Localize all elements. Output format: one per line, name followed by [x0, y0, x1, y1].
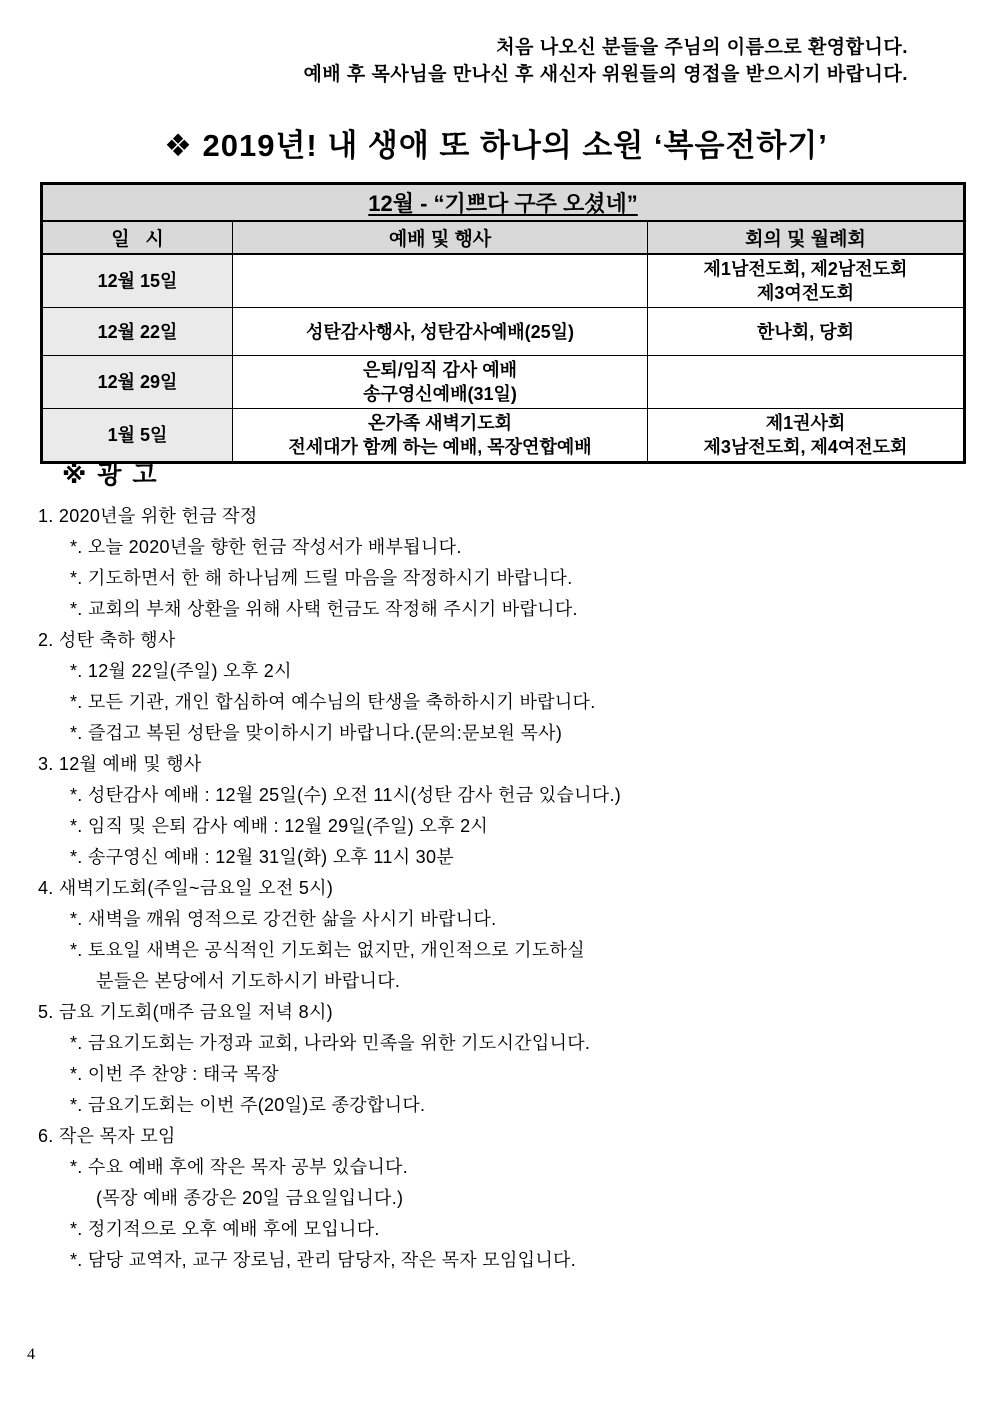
cell-worship [233, 356, 648, 409]
table-row [42, 356, 965, 409]
announcement-bullet: *. 기도하면서 한 해 하나님께 드릴 마음을 작정하시기 바랍니다. [70, 568, 573, 588]
cell-line: 한나회, 당회 [757, 321, 854, 342]
cell-date: 12월 29일 [42, 356, 233, 409]
schedule-table [40, 182, 966, 464]
announcement-item-1: 1. 2020년을 위한 헌금 작정 [38, 506, 258, 526]
cell-line: 성탄감사행사, 성탄감사예배(25일) [305, 321, 575, 342]
announcement-bullet: *. 교회의 부채 상환을 위해 사택 헌금도 작정해 주시기 바랍니다. [70, 599, 578, 619]
announcement-bullet: *. 새벽을 깨워 영적으로 강건한 삶을 사시기 바랍니다. [70, 909, 497, 929]
announcement-bullet: *. 금요기도회는 가정과 교회, 나라와 민족을 위한 기도시간입니다. [70, 1033, 591, 1053]
cell-line: 은퇴/임직 감사 예배 [362, 360, 518, 380]
cell-line: 제1남전도회, 제2남전도회 [703, 259, 908, 279]
cell-worship [233, 308, 648, 356]
announcement-bullet: *. 토요일 새벽은 공식적인 기도회는 없지만, 개인적으로 기도하실 [70, 940, 585, 960]
cell-meeting [648, 409, 965, 463]
cell-worship [233, 409, 648, 463]
announcement-bullet: *. 즐겁고 복된 성탄을 맞이하시기 바랍니다.(문의:문보원 목사) [70, 723, 563, 743]
cell-meeting [648, 356, 965, 409]
announcement-bullet: *. 12월 22일(주일) 오후 2시 [70, 661, 292, 681]
cell-meeting [648, 308, 965, 356]
announcement-bullet: *. 금요기도회는 이번 주(20일)로 종강합니다. [70, 1095, 426, 1115]
table-title-text: 12월 - “기쁘다 구주 오셨네” [368, 191, 638, 216]
cell-line: 제3여전도회 [757, 283, 854, 303]
announcement-bullet: *. 송구영신 예배 : 12월 31일(화) 오후 11시 30분 [70, 847, 454, 867]
cell-line: 온가족 새벽기도회 [367, 413, 513, 433]
announcement-bullet: *. 오늘 2020년을 향한 헌금 작성서가 배부됩니다. [70, 537, 462, 557]
announcement-continuation: (목장 예배 종강은 20일 금요일입니다.) [96, 1188, 404, 1208]
page-title: ❖ 2019년! 내 생애 또 하나의 소원 ‘복음전하기’ [164, 128, 828, 163]
announcement-bullet: *. 정기적으로 오후 예배 후에 모입니다. [70, 1219, 380, 1239]
announcement-item-3: 3. 12월 예배 및 행사 [38, 754, 202, 774]
cell-line: 송구영신예배(31일) [363, 384, 517, 404]
cell-meeting [648, 254, 965, 308]
announcement-item-5: 5. 금요 기도회(매주 금요일 저녁 8시) [38, 1002, 333, 1022]
announcements-heading: ※ 광 고 [62, 461, 159, 489]
cell-worship [233, 254, 648, 308]
cell-line: 제1권사회 [765, 413, 846, 433]
table-row [42, 308, 965, 356]
table-title-row [42, 184, 965, 222]
announcement-bullet: *. 수요 예배 후에 작은 목자 공부 있습니다. [70, 1157, 409, 1177]
announcement-bullet: *. 담당 교역자, 교구 장로님, 관리 담당자, 작은 목자 모임입니다. [70, 1250, 577, 1270]
column-header-meeting: 회의 및 월례회 [648, 221, 965, 254]
cell-date: 12월 15일 [42, 254, 233, 308]
table-row [42, 254, 965, 308]
announcement-item-4: 4. 새벽기도회(주일~금요일 오전 5시) [38, 878, 334, 898]
welcome-line-1: 처음 나오신 분들을 주님의 이름으로 환영합니다. [496, 37, 908, 58]
cell-line: 제3남전도회, 제4여전도회 [703, 437, 908, 457]
announcement-continuation: 분들은 본당에서 기도하시기 바랍니다. [96, 971, 401, 991]
announcement-bullet: *. 성탄감사 예배 : 12월 25일(수) 오전 11시(성탄 감사 헌금 있습니다.) [70, 785, 622, 805]
announcement-bullet: *. 이번 주 찬양 : 태국 목장 [70, 1064, 279, 1084]
announcement-item-6: 6. 작은 목자 모임 [38, 1126, 176, 1146]
table-row [42, 409, 965, 463]
announcement-bullet: *. 모든 기관, 개인 합심하여 예수님의 탄생을 축하하시기 바랍니다. [70, 692, 596, 712]
page-number: 4 [27, 1346, 35, 1363]
table-title-cell [42, 184, 965, 222]
welcome-line-2: 예배 후 목사님을 만나신 후 새신자 위원들의 영접을 받으시기 바랍니다. [303, 64, 908, 85]
cell-date: 1월 5일 [42, 409, 233, 463]
announcement-bullet: *. 임직 및 은퇴 감사 예배 : 12월 29일(주일) 오후 2시 [70, 816, 489, 836]
cell-line: 전세대가 함께 하는 예배, 목장연합예배 [288, 437, 592, 457]
announcement-item-2: 2. 성탄 축하 행사 [38, 630, 176, 650]
column-header-worship: 예배 및 행사 [233, 221, 648, 254]
announcements-list [38, 501, 958, 1276]
column-header-date: 일 시 [42, 221, 233, 254]
table-header-row [42, 221, 965, 254]
cell-date: 12월 22일 [42, 308, 233, 356]
welcome-block [303, 34, 908, 88]
